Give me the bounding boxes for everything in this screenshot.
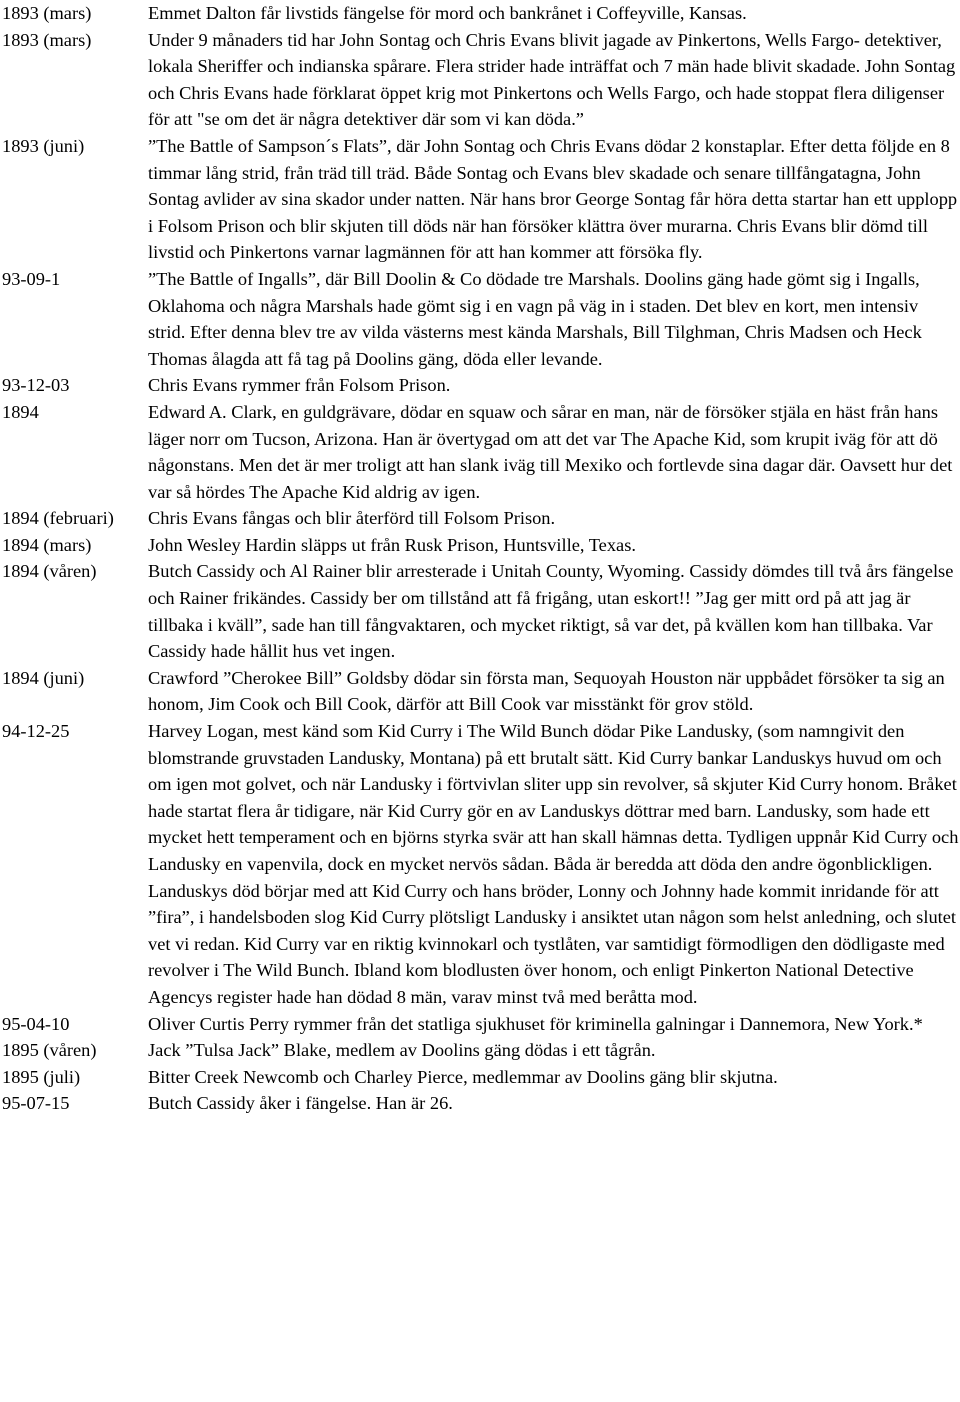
- entry-date: 93-09-1: [2, 268, 61, 289]
- timeline-entry: [0, 1011, 960, 1038]
- entry-date: 1893 (mars): [2, 29, 92, 50]
- entry-text: Edward A. Clark, en guldgrävare, dödar en squaw och sårar en man, när de försöker stjäla en häst från hans läger norr om Tucson, Arizona. Han är övertygad om att det var The Apache Kid, som krupit iväg för att dö någonstans. Men det är mer troligt att han slank iväg till Mexiko och fortlevde sina dagar där. Oavsett hur det var så hördes The Apache Kid aldrig av igen.: [148, 401, 953, 502]
- timeline-entry: [0, 133, 960, 266]
- entry-text: Chris Evans fångas och blir återförd till Folsom Prison.: [148, 508, 556, 529]
- timeline-entry: [0, 0, 960, 27]
- entry-date: 1893 (juni): [2, 135, 85, 156]
- entry-text: Chris Evans rymmer från Folsom Prison.: [148, 375, 451, 396]
- entry-date: 95-07-15: [2, 1093, 70, 1114]
- entry-date: 1894 (våren): [2, 561, 97, 582]
- timeline-entry: [0, 505, 960, 532]
- entry-text: Butch Cassidy och Al Rainer blir arresterade i Unitah County, Wyoming. Cassidy dömdes till två års fängelse och Rainer frikändes. Cassidy ber om tillstånd att få frigång, utan eskort!! ”Jag ger mitt ord på att jag är tillbaka i kväll”, sade han till fångvaktaren, och mycket riktigt, så var det, på kvällen kom han tillbaka. Var Cassidy hade hållit hus vet ingen.: [148, 561, 954, 662]
- timeline-entry: [0, 1037, 960, 1064]
- entry-date: 1894 (mars): [2, 534, 92, 555]
- entry-text: John Wesley Hardin släpps ut från Rusk Prison, Huntsville, Texas.: [148, 534, 636, 555]
- timeline-entry: [0, 1064, 960, 1091]
- entry-date: 95-04-10: [2, 1013, 70, 1034]
- timeline-entry: [0, 27, 960, 133]
- entry-date: 1893 (mars): [2, 3, 92, 23]
- timeline-entry: [0, 558, 960, 664]
- entry-text: Bitter Creek Newcomb och Charley Pierce, medlemmar av Doolins gäng blir skjutna.: [148, 1066, 778, 1087]
- entry-date: 1895 (juli): [2, 1066, 81, 1087]
- timeline-entry: [0, 399, 960, 505]
- entry-text: Jack ”Tulsa Jack” Blake, medlem av Doolins gäng dödas i ett tågrån.: [148, 1040, 656, 1061]
- entry-text: Oliver Curtis Perry rymmer från det statliga sjukhuset för kriminella galningar i Dannemora, New York.*: [148, 1013, 923, 1034]
- entry-text: ”The Battle of Ingalls”, där Bill Doolin & Co dödade tre Marshals. Doolins gäng hade gömt sig i Ingalls, Oklahoma och några Marshals hade gömt sig i en vagn på väg in i staden. Det blev en kort, men intensiv strid. Efter denna blev tre av vilda västerns mest kända Marshals, Bill Tilghman, Chris Madsen och Heck Thomas ålagda att få tag på Doolins gäng, döda eller levande.: [148, 268, 922, 369]
- timeline-entry: [0, 665, 960, 718]
- entry-date: 93-12-03: [2, 375, 70, 396]
- entry-text: Emmet Dalton får livstids fängelse för mord och bankrånet i Coffeyville, Kansas.: [148, 3, 747, 23]
- entry-date: 1894: [2, 401, 39, 422]
- timeline-entry: [0, 266, 960, 372]
- entry-text: Under 9 månaders tid har John Sontag och Chris Evans blivit jagade av Pinkertons, Wells Fargo- detektiver, lokala Sheriffer och indianska spårare. Flera strider hade inträffat och 7 män hade blivit skadade. John Sontag och Chris Evans hade förklarat öppet krig mot Pinkertons och Wells Fargo, och hade stoppat flera diligenser för att "se om det är några detektiver där som vi kan döda.”: [148, 29, 956, 130]
- entry-text: ”The Battle of Sampson´s Flats”, där John Sontag och Chris Evans dödar 2 konstaplar. Efter detta följde en 8 timmar lång strid, från träd till träd. Både Sontag och Evans blev skadade och senare tillfångatagna, John Sontag avlider av sina skador under natten. När hans bror George Sontag får höra detta startar han ett upplopp i Folsom Prison och blir skjuten till döds när han försöker klättra över murarna. Chris Evans blir dömd till livstid och Pinkertons varnar lagmännen för att han kommer att försöka fly.: [148, 135, 958, 263]
- entry-text: Crawford ”Cherokee Bill” Goldsby dödar sin första man, Sequoyah Houston när uppbådet försöker ta sig an honom, Jim Cook och Bill Cook, därför att Bill Cook var misstänkt för grov stöld.: [148, 667, 945, 715]
- entry-text: Butch Cassidy åker i fängelse. Han är 26.: [148, 1093, 453, 1114]
- timeline-entry: [0, 1090, 960, 1117]
- entry-date: 1894 (februari): [2, 508, 114, 529]
- entry-date: 94-12-25: [2, 721, 70, 742]
- entry-date: 1894 (juni): [2, 667, 85, 688]
- entry-text: Harvey Logan, mest känd som Kid Curry i The Wild Bunch dödar Pike Landusky, (som namngivit den blomstrande gruvstaden Landusky, Montana) på ett brutalt sätt. Kid Curry bankar Landuskys huvud om och om igen mot golvet, och när Landusky i förtvivlan sliter upp sin revolver, så skjuter Kid Curry honom. Bråket hade startat flera år tidigare, när Kid Curry gör en av Landuskys döttrar med barn. Landusky, som hade ett mycket hett temperament och en björns styrka svär att han skall hämnas detta. Tydligen uppnår Kid Curry och Landusky en vapenvila, dock en mycket nervös sådan. Båda är beredda att döda den andre ögonblickligen. Landuskys död börjar med att Kid Curry och hans bröder, Lonny och Johnny hade kommit inridande för att ”fira”, i handelsboden slog Kid Curry plötsligt Landusky i ansiktet utan någon som helst anledning, och slutet vet vi redan. Kid Curry var en riktig kvinnokarl och tystlåten, var samtidigt förmodligen den dödligaste med revolver i The Wild Bunch. Ibland kom blodlusten över honom, och enligt Pinkerton National Detective Agencys register hade han dödad 8 män, varav minst två med beråtta mod.: [148, 721, 959, 1007]
- timeline-entry: [0, 372, 960, 399]
- entry-date: 1895 (våren): [2, 1040, 97, 1061]
- timeline-entry: [0, 532, 960, 559]
- timeline-entry: [0, 718, 960, 1011]
